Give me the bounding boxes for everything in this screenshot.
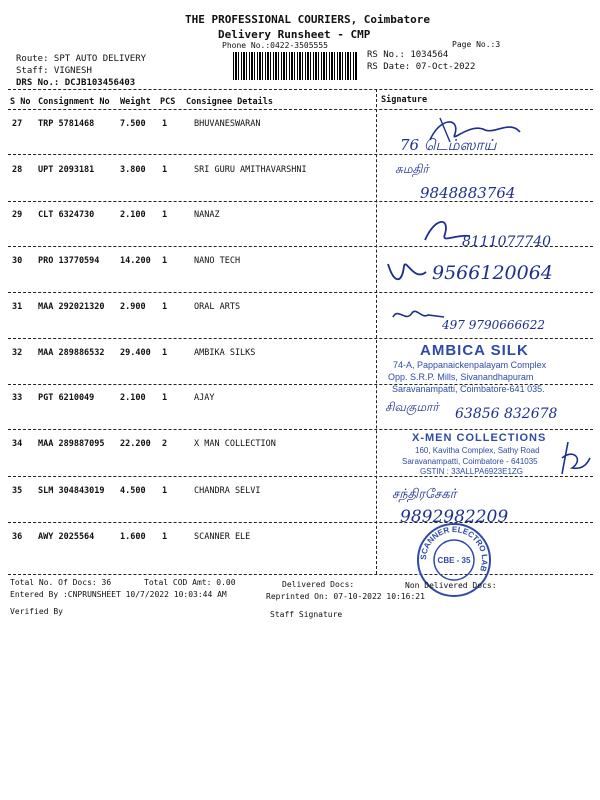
row-weight: 29.400 <box>120 348 151 358</box>
rs-date: RS Date: 07-Oct-2022 <box>367 62 476 72</box>
ambika-stamp-line3: Saravanampatti, Coimbatore-641 035. <box>392 384 545 394</box>
row-pcs: 1 <box>162 256 168 266</box>
signature-row35-phone: 9892982209 <box>400 507 509 527</box>
row-pcs: 2 <box>162 439 168 449</box>
phone-number: Phone No.:0422-3505555 <box>222 41 328 50</box>
row-pcs: 1 <box>162 348 168 358</box>
row-sno: 34 <box>12 439 23 449</box>
row-consignee: CHANDRA SELVI <box>194 486 261 496</box>
xmen-stamp-line3: GSTIN : 33ALLPA6923E1ZG <box>420 467 524 476</box>
row-pcs: 1 <box>162 302 168 312</box>
row-sno: 33 <box>12 393 23 403</box>
row-consignment: UPT 2093181 <box>38 165 95 175</box>
staff-label: Staff: VIGNESH <box>16 66 92 76</box>
row-consignment: CLT 6324730 <box>38 210 95 220</box>
row-consignment: MAA 289886532 <box>38 348 105 358</box>
row-consignee: BHUVANESWARAN <box>194 119 261 129</box>
xmen-stamp-name: X-MEN COLLECTIONS <box>412 432 547 444</box>
row-weight: 4.500 <box>120 486 146 496</box>
row-pcs: 1 <box>162 486 168 496</box>
signature-row33-name: சிவகுமார் <box>385 400 439 414</box>
row-weight: 7.500 <box>120 119 146 129</box>
signature-row28-phone: 9848883764 <box>420 184 516 202</box>
row-consignee: NANAZ <box>194 210 220 220</box>
row-rule <box>8 476 593 477</box>
entered-by: Entered By :CNPRUNSHEET 10/7/2022 10:03:44 AM <box>10 590 227 599</box>
row-sno: 36 <box>12 532 23 542</box>
signature-row30: 9566120064 <box>432 262 553 284</box>
verified-by: Verified By <box>10 607 63 616</box>
row-consignee: ORAL ARTS <box>194 302 241 312</box>
signature-row27: 76 டெம்ஸாய் <box>400 136 497 154</box>
col-consignment: Consignment No <box>38 97 110 107</box>
total-docs: Total No. Of Docs: 36 <box>10 578 112 587</box>
signature-row33-phone: 63856 832678 <box>455 406 558 422</box>
barcode <box>233 52 357 80</box>
drs-number: DRS No.: DCJB103456403 <box>16 78 136 88</box>
row-consignment: MAA 289887095 <box>38 439 105 449</box>
row-consignee: NANO TECH <box>194 256 241 266</box>
col-signature: Signature <box>381 95 428 105</box>
total-cod: Total COD Amt: 0.00 <box>144 578 236 587</box>
svg-text:SCANNER ELECTRO LAB <box>419 525 489 573</box>
signature-scribble <box>380 254 430 290</box>
row-pcs: 1 <box>162 210 168 220</box>
row-pcs: 1 <box>162 165 168 175</box>
document-title: Delivery Runsheet - CMP <box>218 28 371 41</box>
route-label: Route: SPT AUTO DELIVERY <box>16 54 147 64</box>
company-name: THE PROFESSIONAL COURIERS, Coimbatore <box>185 13 431 26</box>
row-consignment: AWY 2025564 <box>38 532 95 542</box>
row-sno: 35 <box>12 486 23 496</box>
row-rule <box>8 292 593 293</box>
xmen-stamp-line1: 160, Kavitha Complex, Sathy Road <box>415 446 540 455</box>
row-weight: 22.200 <box>120 439 151 449</box>
ambika-stamp-line1: 74-A, Pappanaickenpalayam Complex <box>393 360 547 370</box>
row-sno: 27 <box>12 119 23 129</box>
signature-row28-name: சுமதிர் <box>395 162 429 176</box>
xmen-stamp-line2: Saravanampatti, Coimbatore - 641035 <box>402 457 538 466</box>
scanner-stamp-center-text: CBE - 35 <box>437 556 471 565</box>
row-sno: 31 <box>12 302 23 312</box>
reprinted-on: Reprinted On: 07-10-2022 10:16:21 <box>266 592 425 601</box>
signature-row35-name: சந்திரசேகர் <box>392 487 457 502</box>
row-sno: 28 <box>12 165 23 175</box>
ambika-stamp-name: AMBICA SILK <box>420 342 529 359</box>
signature-row29: 8111077740 <box>462 234 552 250</box>
row-consignee: AJAY <box>194 393 215 403</box>
row-consignee: X MAN COLLECTION <box>194 439 276 449</box>
row-weight: 3.800 <box>120 165 146 175</box>
col-weight: Weight <box>120 97 151 107</box>
col-consignee: Consignee Details <box>186 97 273 107</box>
row-pcs: 1 <box>162 393 168 403</box>
rs-number: RS No.: 1034564 <box>367 50 449 60</box>
col-sno: S No <box>10 97 31 107</box>
signature-scribble <box>548 438 592 480</box>
non-delivered-docs: Non Delivered Docs: <box>405 581 497 590</box>
table-bottom-rule <box>8 574 593 575</box>
row-sno: 30 <box>12 256 23 266</box>
row-sno: 32 <box>12 348 23 358</box>
page-number: Page No.:3 <box>452 40 501 49</box>
row-consignment: PRO 13770594 <box>38 256 100 266</box>
scanner-stamp-ring-text: SCANNER ELECTRO LAB <box>418 524 490 573</box>
row-rule <box>8 154 593 155</box>
row-weight: 14.200 <box>120 256 151 266</box>
row-consignment: MAA 292021320 <box>38 302 105 312</box>
col-pcs: PCS <box>160 97 176 107</box>
ambika-stamp-line2: Opp. S.R.P. Mills, Sivanandhapuram <box>388 372 534 382</box>
row-rule <box>8 338 593 339</box>
row-consignment: PGT 6210049 <box>38 393 95 403</box>
delivered-docs: Delivered Docs: <box>282 580 355 589</box>
row-consignment: SLM 304843019 <box>38 486 105 496</box>
row-pcs: 1 <box>162 532 168 542</box>
row-weight: 2.900 <box>120 302 146 312</box>
row-consignee: AMBIKA SILKS <box>194 348 256 358</box>
table-top-rule <box>8 89 593 90</box>
signature-column-divider <box>376 89 377 574</box>
signature-row31: 497 9790666622 <box>442 318 546 332</box>
row-consignee: SRI GURU AMITHAVARSHNI <box>194 165 307 175</box>
signature-scribble <box>388 305 448 325</box>
row-consignment: TRP 5781468 <box>38 119 95 129</box>
row-sno: 29 <box>12 210 23 220</box>
table-header-rule <box>8 109 593 110</box>
row-weight: 2.100 <box>120 210 146 220</box>
row-weight: 2.100 <box>120 393 146 403</box>
row-pcs: 1 <box>162 119 168 129</box>
staff-signature: Staff Signature <box>270 610 343 619</box>
row-consignee: SCANNER ELE <box>194 532 251 542</box>
row-rule <box>8 429 593 430</box>
row-weight: 1.600 <box>120 532 146 542</box>
